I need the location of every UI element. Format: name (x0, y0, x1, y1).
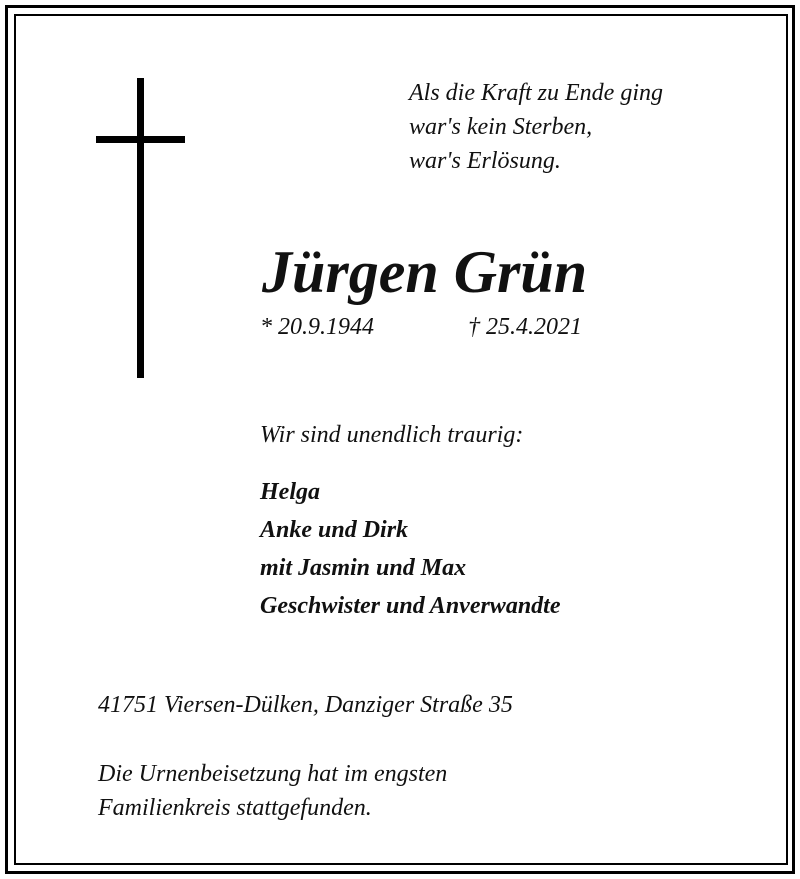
family-member: Helga (260, 479, 320, 505)
motto-line: war's kein Sterben, (409, 114, 593, 140)
deceased-name: Jürgen Grün (262, 239, 588, 305)
cross-vertical-bar (137, 78, 144, 378)
life-dates (260, 310, 582, 344)
family-member: mit Jasmin und Max (260, 555, 467, 581)
death-date: † 25.4.2021 (468, 314, 582, 340)
motto-line: war's Erlösung. (409, 148, 561, 174)
burial-note (98, 757, 447, 825)
motto-verse (409, 76, 663, 178)
family-member: Anke und Dirk (260, 517, 409, 543)
note-line: Die Urnenbeisetzung hat im engsten (98, 761, 448, 787)
cross-horizontal-bar (96, 136, 185, 143)
note-line: Familienkreis stattgefunden. (98, 795, 372, 821)
motto-line: Als die Kraft zu Ende ging (409, 80, 663, 106)
mourning-text: Wir sind unendlich traurig: (260, 422, 524, 448)
family-list (260, 473, 560, 625)
birth-date: * 20.9.1944 (260, 314, 374, 340)
address: 41751 Viersen-Dülken, Danziger Straße 35 (98, 692, 513, 718)
family-member: Geschwister und Anverwandte (260, 593, 561, 619)
